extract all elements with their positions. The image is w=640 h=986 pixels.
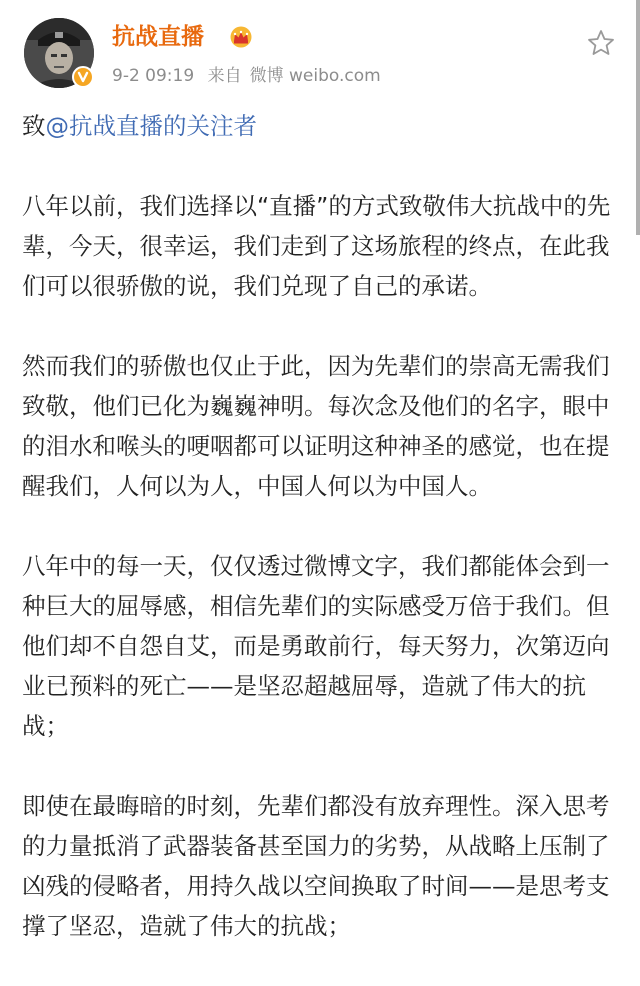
verified-badge-icon	[72, 66, 94, 88]
crown-icon	[228, 26, 254, 48]
scroll-edge	[636, 0, 640, 235]
post-paragraph: 然而我们的骄傲也仅止于此，因为先辈们的崇高无需我们致敬，他们已化为巍巍神明。每次念及他们的名字，眼中的泪水和喉头的哽咽都可以证明这种神圣的感觉，也在提醒我们，人何以为人，中国人何以为中国人。	[22, 352, 610, 500]
username[interactable]: 抗战直播	[112, 24, 204, 50]
post-paragraph: 八年中的每一天，仅仅透过微博文字，我们都能体会到一种巨大的屈辱感，相信先辈们的实际感受万倍于我们。但他们却不自怨自艾，而是勇敢前行，每天努力，次第迈向业已预料的死亡——是坚忍超越屈辱，造就了伟大的抗战；	[22, 552, 610, 740]
source-prefix: 来自	[207, 66, 242, 86]
post-source[interactable]: 微博 weibo.com	[249, 66, 381, 86]
post-paragraph: 即使在最晦暗的时刻，先辈们都没有放弃理性。深入思考的力量抵消了武器装备甚至国力的劣势，从战略上压制了凶残的侵略者，用持久战以空间换取了时间——是思考支撑了坚忍，造就了伟大的抗战；	[22, 792, 610, 940]
mention-link[interactable]: @抗战直播的关注者	[45, 112, 257, 140]
star-icon[interactable]	[586, 28, 616, 58]
post-paragraph: 八年以前，我们选择以“直播”的方式致敬伟大抗战中的先辈，今天，很幸运，我们走到了这场旅程的终点，在此我们可以很骄傲的说，我们兑现了自己的承诺。	[22, 192, 611, 300]
post-time: 9-2 09:19	[112, 66, 195, 86]
post-greeting	[22, 106, 618, 146]
greeting-prefix: 致	[22, 112, 46, 140]
post-meta	[112, 64, 389, 88]
post-content	[22, 106, 618, 986]
post-header	[0, 0, 640, 100]
